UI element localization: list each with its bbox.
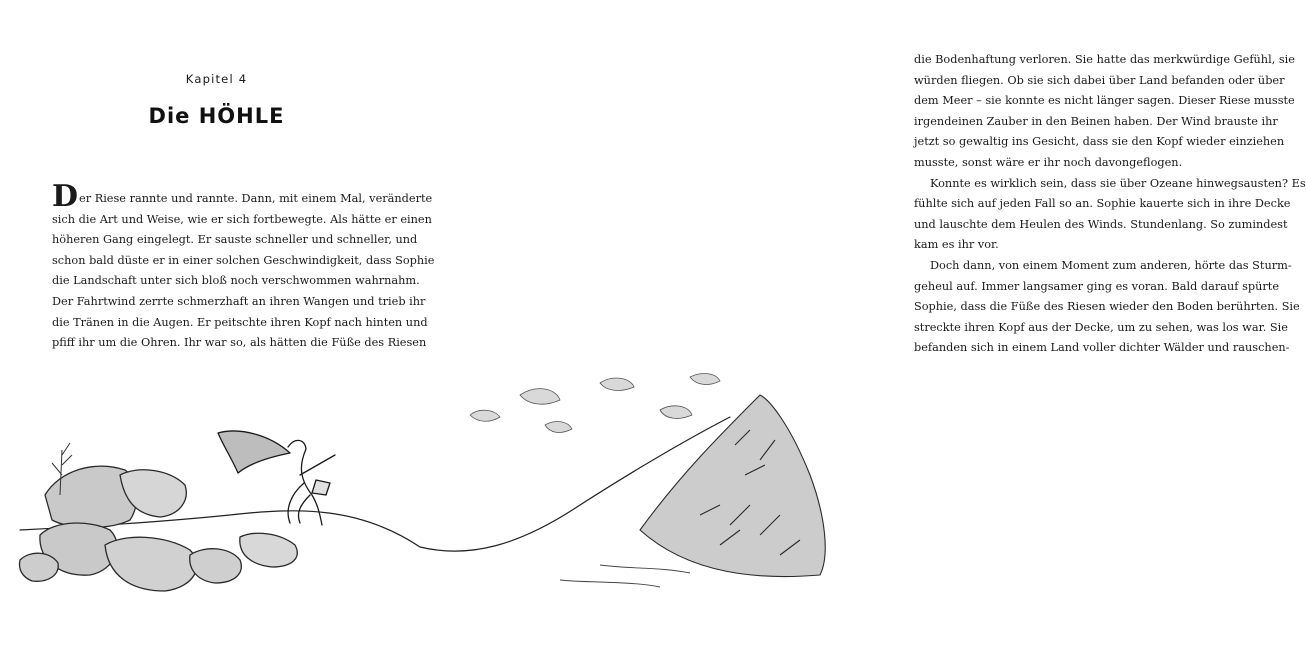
paragraph-line: befanden sich in einem Land voller dichter Wälder und rauschen-: [914, 341, 1290, 355]
paragraph-line: Der Riese rannte und rannte. Dann, mit einem Mal, veränderte: [52, 179, 433, 214]
paragraph-line: die Tränen in die Augen. Er peitschte ihren Kopf nach hinten und: [52, 315, 428, 329]
paragraph-line: dem Meer – sie konnte es nicht länger sagen. Dieser Riese musste: [914, 94, 1295, 108]
mountain: [640, 395, 825, 577]
paragraph-line: höheren Gang eingelegt. Er sauste schneller und schneller, und: [52, 233, 418, 247]
paragraph-line: jetzt so gewaltig ins Gesicht, dass sie den Kopf wieder einziehen: [914, 135, 1285, 149]
paragraph-line: würden fliegen. Ob sie sich dabei über Land befanden oder über: [914, 73, 1285, 87]
paragraph-line: geheul auf. Immer langsamer ging es voran. Bald darauf spürte: [914, 279, 1280, 293]
paragraph-line: schon bald düste er in einer solchen Geschwindigkeit, dass Sophie: [52, 253, 435, 267]
clouds: [470, 374, 720, 433]
paragraph-line: Der Fahrtwind zerrte schmerzhaft an ihren Wangen und trieb ihr: [52, 294, 426, 308]
grass-strokes: [560, 565, 690, 587]
giant-running-illustration: [0, 355, 866, 648]
rocks-left: [20, 466, 298, 591]
paragraph-line: die Bodenhaftung verloren. Sie hatte das merkwürdige Gefühl, sie: [914, 53, 1295, 66]
right-body-text: [914, 50, 1306, 359]
paragraph-line: Konnte es wirklich sein, dass sie über Ozeane hinwegsausten? Es: [930, 176, 1306, 190]
paragraph-line: Sophie, dass die Füße des Riesen wieder den Boden berührten. Sie: [914, 300, 1300, 314]
paragraph-line: Doch dann, von einem Moment zum anderen, hörte das Sturm-: [930, 258, 1292, 272]
paragraph-line: pfiff ihr um die Ohren. Ihr war so, als hätten die Füße des Riesen: [52, 336, 427, 350]
paragraph-line: fühlte sich auf jeden Fall so an. Sophie kauerte sich in ihre Decke: [914, 197, 1291, 211]
paragraph-line: streckte ihren Kopf aus der Decke, um zu sehen, was los war. Sie: [914, 320, 1288, 334]
paragraph-line: irgendeinen Zauber in den Beinen haben. Der Wind brauste ihr: [914, 114, 1278, 128]
chapter-label: Kapitel 4: [185, 72, 248, 86]
paragraph-line: sich die Art und Weise, wie er sich fortbewegte. Als hätte er einen: [52, 212, 432, 226]
paragraph-line: kam es ihr vor.: [914, 238, 999, 252]
chapter-title: Die HÖHLE: [148, 104, 285, 128]
drop-cap: D: [52, 179, 79, 214]
paragraph-line: die Landschaft unter sich bloß noch verschwommen wahrnahm.: [52, 274, 420, 288]
paragraph-line: und lauschte dem Heulen des Winds. Stundenlang. So zumindest: [914, 217, 1288, 231]
left-body-text: [52, 178, 435, 354]
paragraph-line: musste, sonst wäre er ihr noch davongeflogen.: [914, 155, 1183, 169]
